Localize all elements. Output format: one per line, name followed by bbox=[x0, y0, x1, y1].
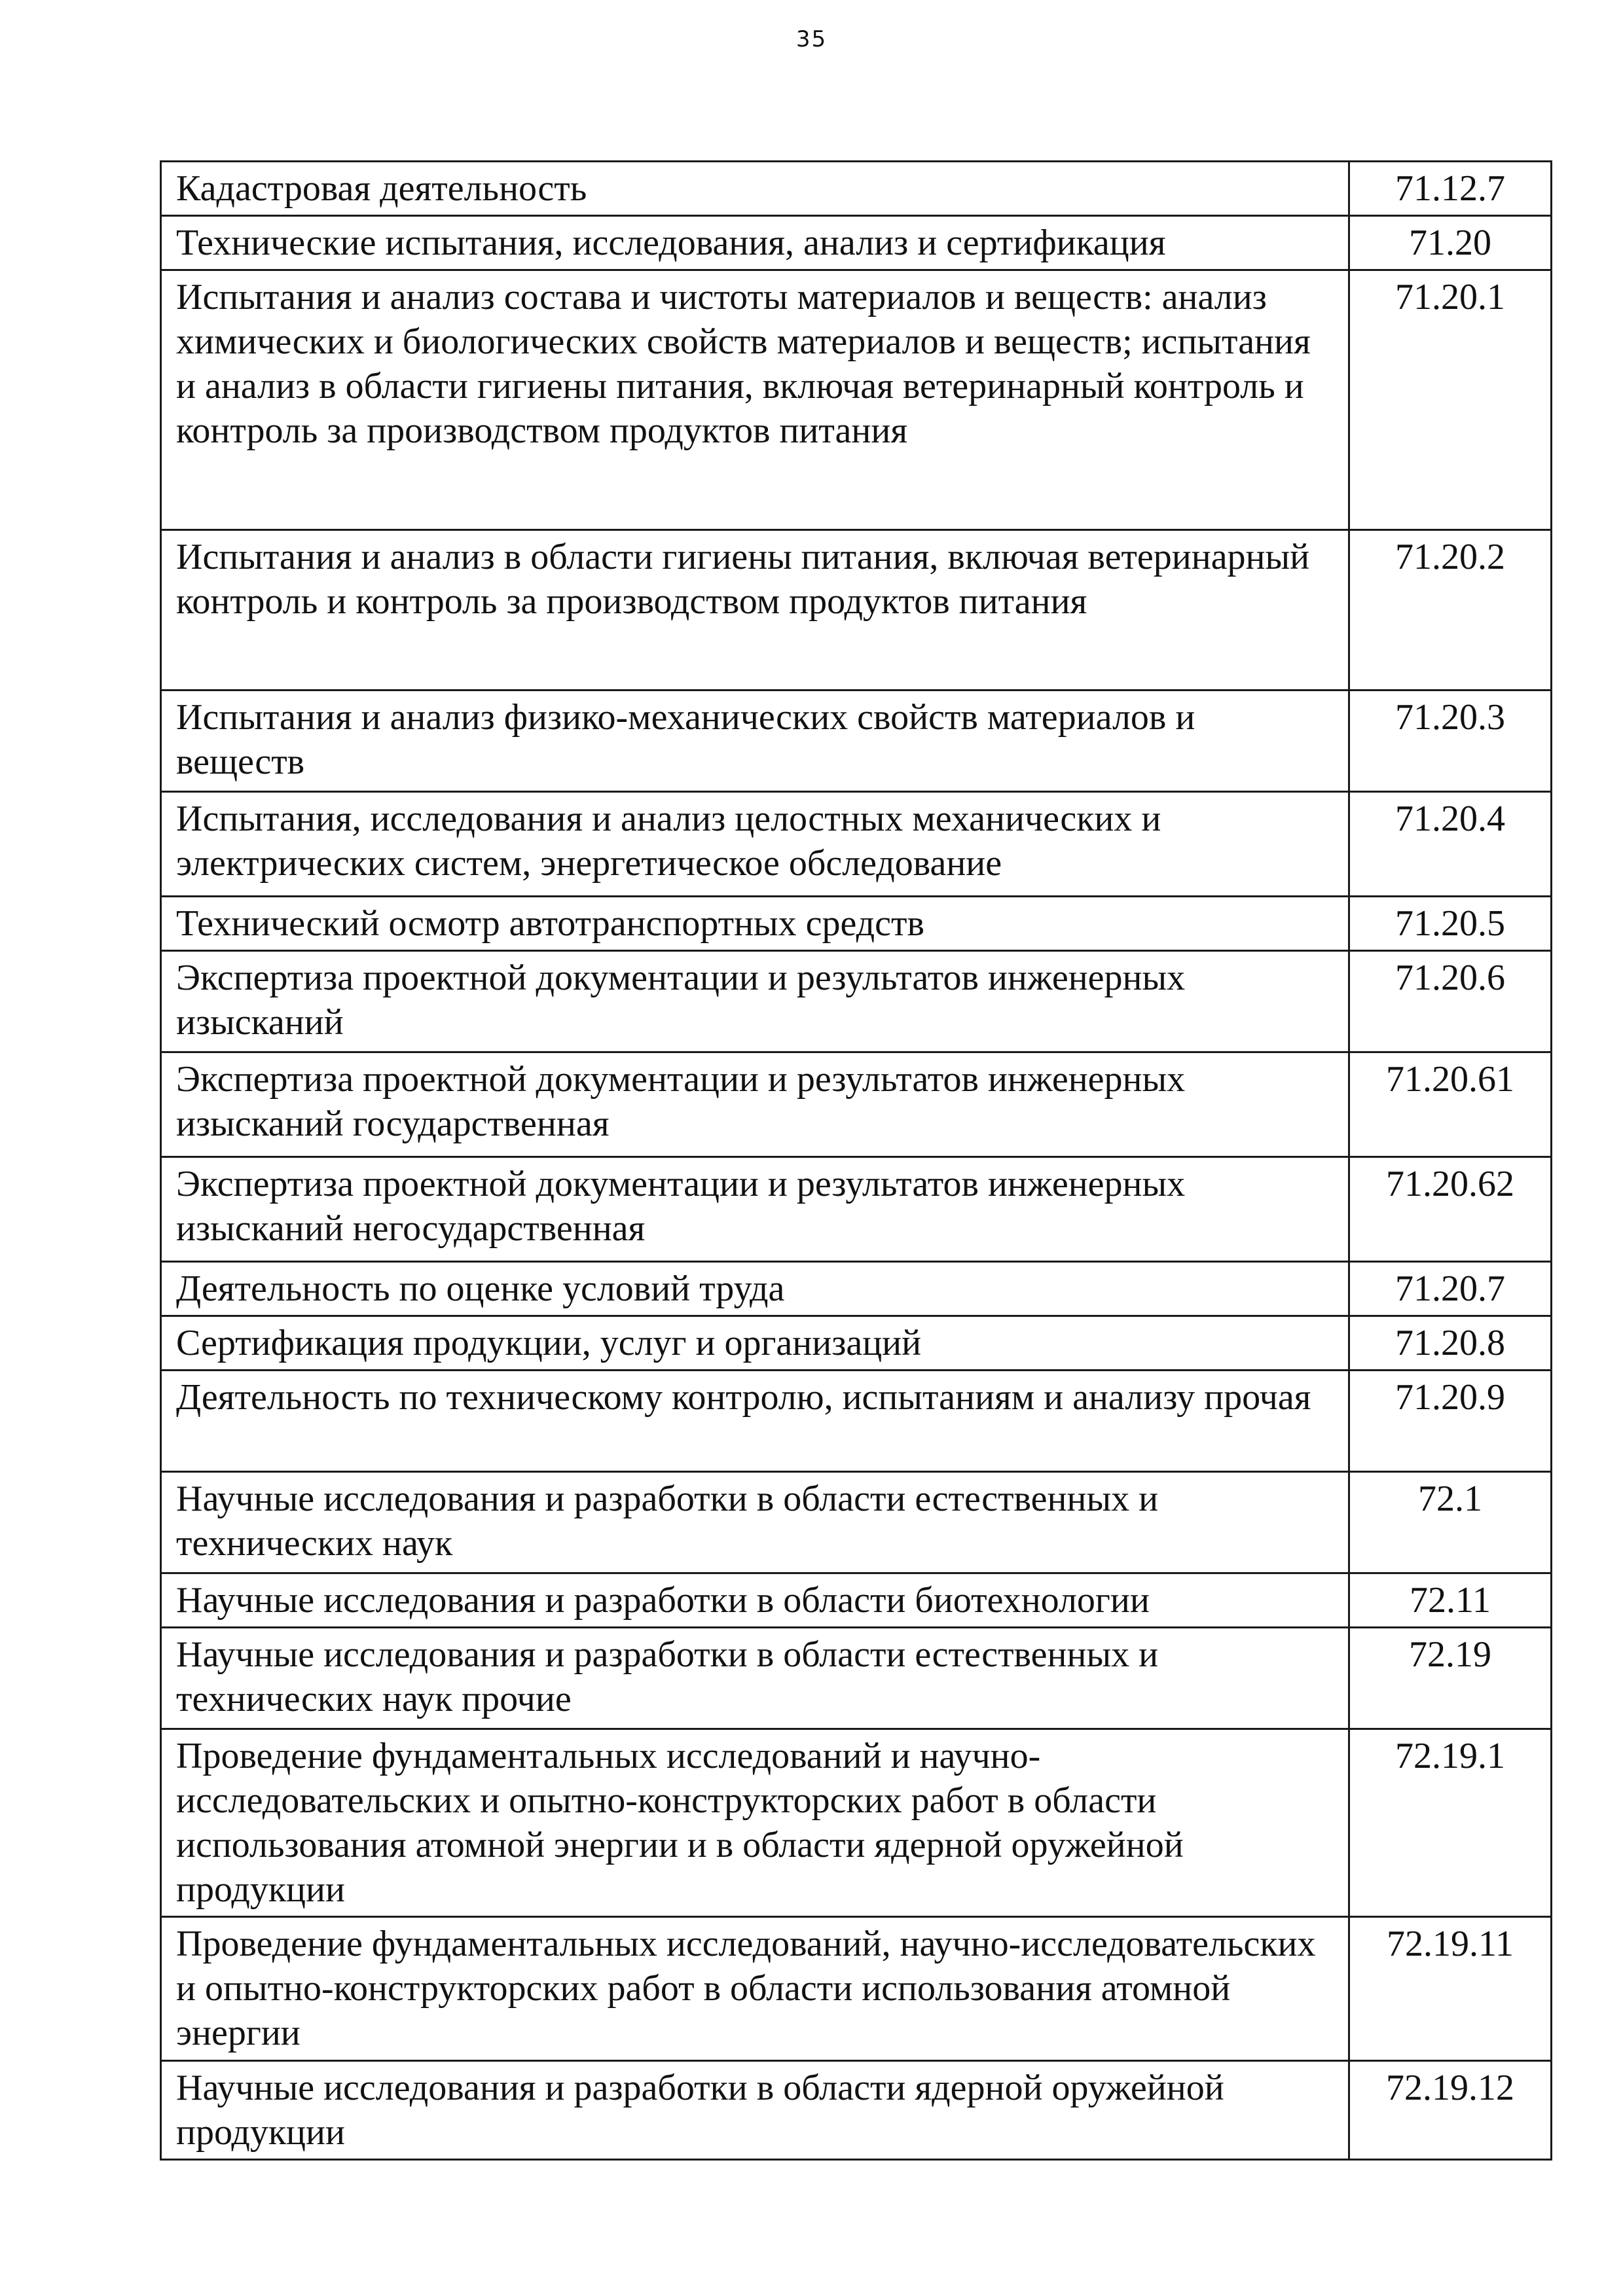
activity-description: Научные исследования и разработки в области биотехнологии bbox=[161, 1573, 1349, 1628]
activity-description: Технические испытания, исследования, анализ и сертификация bbox=[161, 216, 1349, 270]
table-row bbox=[161, 216, 1552, 270]
activity-code: 71.12.7 bbox=[1349, 162, 1552, 216]
table-row bbox=[161, 1371, 1552, 1472]
activity-code: 72.1 bbox=[1349, 1472, 1552, 1573]
table-row bbox=[161, 1729, 1552, 1917]
table-row bbox=[161, 691, 1552, 792]
activity-code: 71.20.4 bbox=[1349, 792, 1552, 897]
activity-description: Испытания и анализ физико-механических свойств материалов и веществ bbox=[161, 691, 1349, 792]
activity-description: Экспертиза проектной документации и результатов инженерных изысканий негосударственная bbox=[161, 1157, 1349, 1262]
activity-code: 72.11 bbox=[1349, 1573, 1552, 1628]
activity-code: 71.20.5 bbox=[1349, 897, 1552, 951]
activity-code: 71.20.2 bbox=[1349, 530, 1552, 691]
activity-description: Деятельность по оценке условий труда bbox=[161, 1262, 1349, 1316]
activity-description: Проведение фундаментальных исследований и научно-исследовательских и опытно-конструкторских работ в области использования атомной энергии и в области ядерной оружейной продукции bbox=[161, 1729, 1349, 1917]
activity-description: Научные исследования и разработки в области естественных и технических наук прочие bbox=[161, 1628, 1349, 1729]
activity-code: 71.20.6 bbox=[1349, 951, 1552, 1052]
activity-description: Сертификация продукции, услуг и организаций bbox=[161, 1316, 1349, 1371]
table-row bbox=[161, 1052, 1552, 1157]
activity-description: Деятельность по техническому контролю, испытаниям и анализу прочая bbox=[161, 1371, 1349, 1472]
activity-code: 71.20 bbox=[1349, 216, 1552, 270]
table-row bbox=[161, 792, 1552, 897]
table-row bbox=[161, 1262, 1552, 1316]
activity-code: 71.20.9 bbox=[1349, 1371, 1552, 1472]
table-row bbox=[161, 1628, 1552, 1729]
activity-code: 72.19.11 bbox=[1349, 1917, 1552, 2061]
activity-code: 71.20.61 bbox=[1349, 1052, 1552, 1157]
table-row bbox=[161, 2061, 1552, 2160]
activity-description: Испытания и анализ в области гигиены питания, включая ветеринарный контроль и контроль за производством продуктов питания bbox=[161, 530, 1349, 691]
activity-codes-table bbox=[160, 160, 1552, 2161]
activity-description: Научные исследования и разработки в области ядерной оружейной продукции bbox=[161, 2061, 1349, 2160]
activity-code: 72.19.12 bbox=[1349, 2061, 1552, 2160]
activity-description: Испытания, исследования и анализ целостных механических и электрических систем, энергетическое обследование bbox=[161, 792, 1349, 897]
activity-description: Проведение фундаментальных исследований, научно-исследовательских и опытно-конструкторских работ в области использования атомной энергии bbox=[161, 1917, 1349, 2061]
activity-description: Экспертиза проектной документации и результатов инженерных изысканий bbox=[161, 951, 1349, 1052]
activity-description: Научные исследования и разработки в области естественных и технических наук bbox=[161, 1472, 1349, 1573]
table-row bbox=[161, 1316, 1552, 1371]
activity-description: Технический осмотр автотранспортных средств bbox=[161, 897, 1349, 951]
table-row bbox=[161, 530, 1552, 691]
activity-code: 71.20.62 bbox=[1349, 1157, 1552, 1262]
activity-description: Испытания и анализ состава и чистоты материалов и веществ: анализ химических и биологических свойств материалов и веществ; испытания и анализ в области гигиены питания, включая ветеринарный контроль и контроль за производством продуктов питания bbox=[161, 270, 1349, 530]
table-row bbox=[161, 951, 1552, 1052]
table-row bbox=[161, 897, 1552, 951]
activity-code: 71.20.7 bbox=[1349, 1262, 1552, 1316]
table-row bbox=[161, 1472, 1552, 1573]
table-row bbox=[161, 1157, 1552, 1262]
activity-code: 72.19.1 bbox=[1349, 1729, 1552, 1917]
table-row bbox=[161, 270, 1552, 530]
page-number: 35 bbox=[795, 26, 828, 52]
activity-code: 71.20.3 bbox=[1349, 691, 1552, 792]
table-row bbox=[161, 1917, 1552, 2061]
activity-code: 72.19 bbox=[1349, 1628, 1552, 1729]
activity-description: Экспертиза проектной документации и результатов инженерных изысканий государственная bbox=[161, 1052, 1349, 1157]
activity-code: 71.20.1 bbox=[1349, 270, 1552, 530]
activity-description: Кадастровая деятельность bbox=[161, 162, 1349, 216]
table-row bbox=[161, 1573, 1552, 1628]
table-row bbox=[161, 162, 1552, 216]
activity-code: 71.20.8 bbox=[1349, 1316, 1552, 1371]
